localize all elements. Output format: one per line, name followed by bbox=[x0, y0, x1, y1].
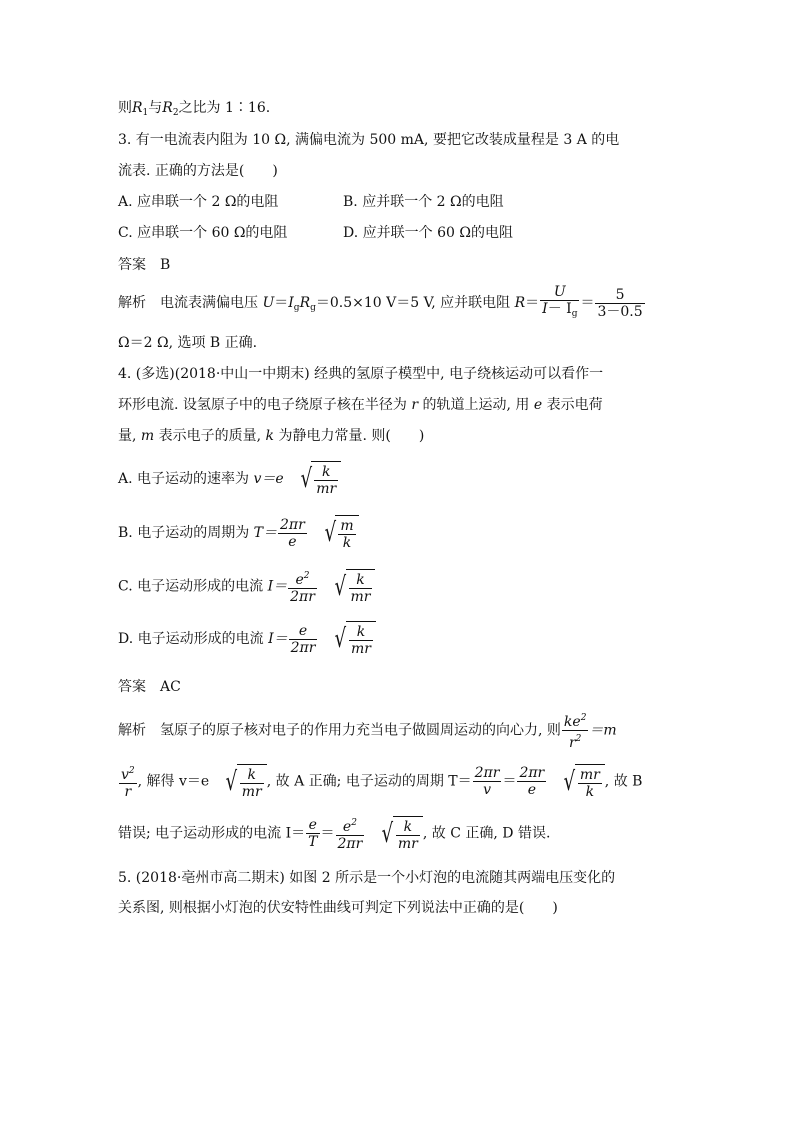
q4-stem-line2 bbox=[118, 395, 603, 415]
denominator: 2πr bbox=[290, 589, 315, 605]
q4-option-a bbox=[118, 461, 341, 497]
superscript: 2 bbox=[580, 713, 587, 723]
numerator: e bbox=[306, 817, 319, 834]
fraction bbox=[338, 518, 355, 551]
fraction-2pir-over-e bbox=[517, 765, 546, 798]
q3-option-b: B. 应并联一个 2 Ω的电阻 bbox=[343, 194, 504, 210]
text: A. 电子运动的速率为 bbox=[118, 471, 254, 487]
fraction-ke2-over-r2 bbox=[562, 710, 589, 751]
numerator: 2πr bbox=[474, 765, 500, 781]
formula: v＝e bbox=[253, 471, 284, 487]
superscript: 2 bbox=[303, 571, 310, 581]
text: B. 电子运动的周期为 bbox=[118, 525, 254, 541]
numerator: 2πr bbox=[279, 516, 305, 533]
q3-option-d: D. 应并联一个 60 Ω的电阻 bbox=[343, 225, 513, 241]
superscript: 2 bbox=[128, 766, 135, 776]
denominator: r bbox=[568, 735, 576, 751]
numerator: k bbox=[240, 767, 264, 784]
text: ＝ bbox=[525, 295, 540, 311]
text: ＝ bbox=[274, 295, 289, 311]
fraction-e2-over-2pir bbox=[336, 815, 365, 852]
sqrt-k-over-mr: √ $\frac{k}{mr}$ bbox=[332, 569, 376, 605]
superscript: 2 bbox=[351, 818, 357, 828]
fraction-2pir-over-v bbox=[473, 765, 502, 798]
var-r2: R bbox=[162, 100, 173, 116]
numerator: k bbox=[349, 624, 373, 641]
denominator: e bbox=[288, 533, 297, 550]
superscript: 2 bbox=[575, 734, 582, 744]
subscript: 2 bbox=[172, 108, 179, 118]
denominator: mr bbox=[241, 783, 262, 800]
subscript: g bbox=[293, 303, 300, 313]
text: 则 bbox=[118, 100, 132, 116]
numerator: 5 bbox=[595, 287, 644, 304]
q3-stem-line2: 流表. 正确的方法是( ) bbox=[118, 163, 278, 179]
var-r1: R bbox=[132, 100, 143, 116]
numerator: e bbox=[342, 819, 352, 835]
fraction-v2-over-r bbox=[119, 763, 137, 800]
text: 之比为 1∶16. bbox=[178, 100, 271, 116]
denominator: T bbox=[308, 834, 318, 850]
var-k: k bbox=[265, 428, 275, 444]
text: C. 电子运动形成的电流 bbox=[118, 578, 268, 595]
denominator: mr bbox=[397, 835, 418, 852]
q3-option-c: C. 应串联一个 60 Ω的电阻 bbox=[118, 225, 288, 241]
denominator: r bbox=[124, 784, 132, 800]
formula: ＝m bbox=[589, 722, 617, 739]
text: ＝ bbox=[502, 773, 517, 790]
text: ＝ bbox=[320, 825, 335, 842]
text: 为静电力常量. 则( ) bbox=[274, 428, 425, 444]
denominator: k bbox=[342, 535, 352, 551]
q5-stem-line1: 5. (2018·亳州市高二期末) 如图 2 所示是一个小灯泡的电流随其两端电压变化的 bbox=[118, 870, 616, 886]
subscript: g bbox=[310, 303, 316, 313]
subscript: g bbox=[571, 309, 578, 319]
q3-explanation-line2: Ω＝2 Ω, 选项 B 正确. bbox=[118, 335, 258, 351]
text: 环形电流. 设氢原子中的电子绕原子核在半径为 bbox=[118, 397, 412, 413]
subscript: 1 bbox=[142, 108, 149, 118]
q5-stem-line2: 关系图, 则根据小灯泡的伏安特性曲线可判定下列说法中正确的是( ) bbox=[118, 900, 558, 916]
denominator: I bbox=[542, 301, 548, 317]
numerator: k bbox=[396, 819, 420, 836]
var-r: R bbox=[299, 295, 311, 311]
var-u: U bbox=[262, 295, 275, 311]
fraction-e-over-2pir bbox=[289, 623, 318, 656]
denominator: 2πr bbox=[290, 639, 316, 656]
denominator: mr bbox=[351, 641, 371, 657]
text: , 故 B bbox=[604, 773, 643, 790]
sqrt-m-over-k: √ $\frac{m}{k}$ bbox=[322, 515, 359, 551]
q3-answer: 答案 B bbox=[118, 257, 171, 273]
numerator: k bbox=[314, 464, 338, 481]
numerator: ke bbox=[563, 714, 581, 730]
denominator: k bbox=[585, 783, 595, 800]
var-i: I bbox=[288, 295, 294, 311]
text: 错误; 电子运动形成的电流 I＝ bbox=[118, 825, 306, 842]
formula: I＝ bbox=[268, 631, 288, 647]
q4-stem-line3 bbox=[118, 426, 424, 446]
fraction bbox=[349, 572, 373, 605]
numerator: e bbox=[289, 623, 318, 640]
numerator: mr bbox=[579, 766, 600, 783]
text: D. 电子运动形成的电流 bbox=[118, 631, 269, 647]
q4-explanation-line3 bbox=[118, 815, 550, 852]
fraction-e-over-t bbox=[306, 817, 319, 850]
q4-explanation-line2 bbox=[118, 763, 642, 800]
text: ＝0.5×10 V＝5 V, 应并联电阻 bbox=[315, 295, 515, 311]
sqrt-k-over-mr: √ $\frac{k}{mr}$ bbox=[298, 461, 342, 497]
denominator: mr bbox=[350, 588, 371, 605]
text: 表示电子的质量, bbox=[154, 428, 266, 444]
numerator: U bbox=[540, 284, 579, 301]
fraction bbox=[349, 624, 373, 657]
fraction-2pir-over-e bbox=[278, 517, 307, 550]
numerator: k bbox=[349, 572, 373, 589]
text: , 解得 v＝e bbox=[137, 773, 210, 790]
var-r: R bbox=[514, 295, 526, 311]
denominator: － I bbox=[547, 301, 572, 317]
fraction bbox=[578, 767, 602, 800]
sqrt-k-over-mr: √ $\frac{k}{mr}$ bbox=[379, 816, 423, 852]
q3-explanation-line1 bbox=[118, 284, 646, 322]
var-r: r bbox=[411, 397, 419, 413]
q4-explanation-line1 bbox=[118, 710, 617, 751]
fraction-e2-over-2pir bbox=[288, 568, 317, 605]
fraction-numeric bbox=[595, 287, 644, 320]
sqrt-k-over-mr: √ $\frac{k}{mr}$ bbox=[332, 621, 376, 657]
text: 解析 氢原子的原子核对电子的作用力充当电子做圆周运动的向心力, 则 bbox=[118, 722, 561, 739]
fraction bbox=[396, 819, 420, 852]
q3-stem-line1: 3. 有一电流表内阻为 10 Ω, 满偏电流为 500 mA, 要把它改装成量程是 3 A 的电 bbox=[118, 132, 620, 148]
q4-answer: 答案 AC bbox=[118, 679, 181, 695]
sqrt-mr-over-k: √ $\frac{mr}{k}$ bbox=[561, 764, 605, 800]
q4-option-c bbox=[118, 568, 375, 605]
sqrt-k-over-mr: √ $\frac{k}{mr}$ bbox=[223, 764, 267, 800]
q4-option-b bbox=[118, 515, 359, 551]
fraction bbox=[240, 767, 264, 800]
numerator: 2πr bbox=[519, 765, 545, 781]
text: , 故 C 正确, D 错误. bbox=[422, 825, 551, 842]
formula: I＝ bbox=[267, 578, 288, 595]
fraction bbox=[314, 464, 338, 497]
denominator: mr bbox=[316, 481, 337, 497]
numerator: e bbox=[295, 572, 304, 588]
numerator: m bbox=[340, 518, 354, 534]
text: 表示电荷 bbox=[542, 397, 603, 413]
fraction-u-over-i bbox=[540, 284, 579, 322]
var-m: m bbox=[140, 428, 155, 444]
q3-option-a: A. 应串联一个 2 Ω的电阻 bbox=[118, 194, 279, 210]
q4-stem-line1: 4. (多选)(2018·中山一中期末) 经典的氢原子模型中, 电子绕核运动可以看作一 bbox=[118, 366, 604, 382]
previous-answer-line bbox=[118, 98, 270, 123]
text: 的轨道上运动, 用 bbox=[418, 397, 534, 413]
text: ＝ bbox=[580, 295, 595, 311]
text: 与 bbox=[148, 100, 163, 116]
text: 解析 电流表满偏电压 bbox=[118, 295, 263, 311]
numerator: v bbox=[121, 767, 129, 783]
denominator: 2πr bbox=[337, 836, 363, 852]
denominator: 3－0.5 bbox=[597, 303, 643, 320]
q4-option-d bbox=[118, 621, 376, 657]
var-e: e bbox=[533, 397, 543, 413]
text: 量, bbox=[118, 428, 141, 444]
denominator: v bbox=[483, 782, 491, 798]
text: , 故 A 正确; 电子运动的周期 T＝ bbox=[266, 773, 472, 790]
denominator: e bbox=[527, 782, 536, 798]
formula: T＝ bbox=[253, 525, 277, 541]
